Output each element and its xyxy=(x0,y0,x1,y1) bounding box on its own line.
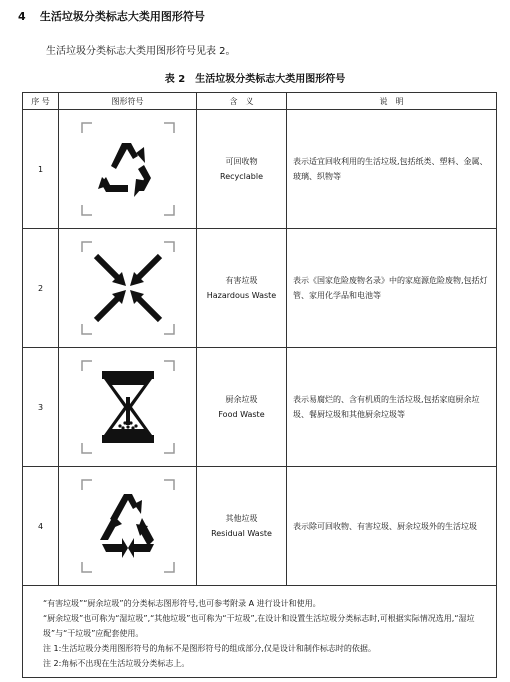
table-row xyxy=(23,110,497,229)
recycle-arrows-icon xyxy=(78,119,178,219)
symbol-cell xyxy=(59,467,197,586)
note-1: 注 1:生活垃圾分类用图形符号的角标不是图形符号的组成部分,仅是设计和制作标志时的依据。 xyxy=(43,644,376,653)
symbol-cell xyxy=(59,348,197,467)
meaning-zh: 厨余垃圾 xyxy=(225,395,258,404)
meaning-cell xyxy=(197,110,287,229)
meaning-en: Hazardous Waste xyxy=(206,291,277,300)
note-line: “有害垃圾”“厨余垃圾”的分类标志图形符号,也可参考附录 A 进行设计和使用。 xyxy=(43,599,321,608)
table-row xyxy=(23,467,497,586)
section-title: 生活垃圾分类标志大类用图形符号 xyxy=(39,10,205,23)
note-line: “厨余垃圾”也可称为“湿垃圾”,“其他垃圾”也可称为“干垃圾”,在设计和设置生活垃圾分类标志时,可根据实际情况选用,“湿垃圾”与“干垃圾”应配套使用。 xyxy=(43,614,475,638)
header-meaning: 含 义 xyxy=(197,93,287,110)
meaning-zh: 有害垃圾 xyxy=(225,276,258,285)
description-cell: 表示《国家危险废物名录》中的家庭源危险废物,包括灯管、家用化学品和电池等 xyxy=(287,229,497,348)
table-header-row xyxy=(23,93,497,110)
symbols-table xyxy=(22,92,497,678)
broken-recycle-triangle-icon xyxy=(78,476,178,576)
row-number: 3 xyxy=(23,348,59,467)
table-notes-row xyxy=(23,586,497,678)
hourglass-bin-icon xyxy=(78,357,178,457)
meaning-zh: 其他垃圾 xyxy=(225,514,258,523)
inward-arrows-hazard-icon xyxy=(78,238,178,338)
header-symbol: 图形符号 xyxy=(59,93,197,110)
description-cell: 表示易腐烂的、含有机质的生活垃圾,包括家庭厨余垃圾、餐厨垃圾和其他厨余垃圾等 xyxy=(287,348,497,467)
description-cell: 表示除可回收物、有害垃圾、厨余垃圾外的生活垃圾 xyxy=(287,467,497,586)
row-number: 2 xyxy=(23,229,59,348)
meaning-zh: 可回收物 xyxy=(225,157,258,166)
table-row xyxy=(23,348,497,467)
meaning-cell xyxy=(197,467,287,586)
table-notes xyxy=(23,586,497,678)
table-row xyxy=(23,229,497,348)
note-2: 注 2:角标不出现在生活垃圾分类标志上。 xyxy=(43,659,190,668)
intro-paragraph: 生活垃圾分类标志大类用图形符号见表 2。 xyxy=(46,46,236,57)
section-heading xyxy=(18,8,205,24)
symbol-cell xyxy=(59,229,197,348)
meaning-en: Food Waste xyxy=(218,410,265,419)
meaning-cell xyxy=(197,229,287,348)
meaning-en: Residual Waste xyxy=(211,529,272,538)
meaning-en: Recyclable xyxy=(220,172,263,181)
header-no: 序 号 xyxy=(23,93,59,110)
row-number: 1 xyxy=(23,110,59,229)
row-number: 4 xyxy=(23,467,59,586)
symbol-cell xyxy=(59,110,197,229)
header-description: 说 明 xyxy=(287,93,497,110)
section-number: 4 xyxy=(18,10,26,23)
meaning-cell xyxy=(197,348,287,467)
table-caption: 表 2 生活垃圾分类标志大类用图形符号 xyxy=(164,74,346,85)
description-cell: 表示适宜回收利用的生活垃圾,包括纸类、塑料、金属、玻璃、织物等 xyxy=(287,110,497,229)
